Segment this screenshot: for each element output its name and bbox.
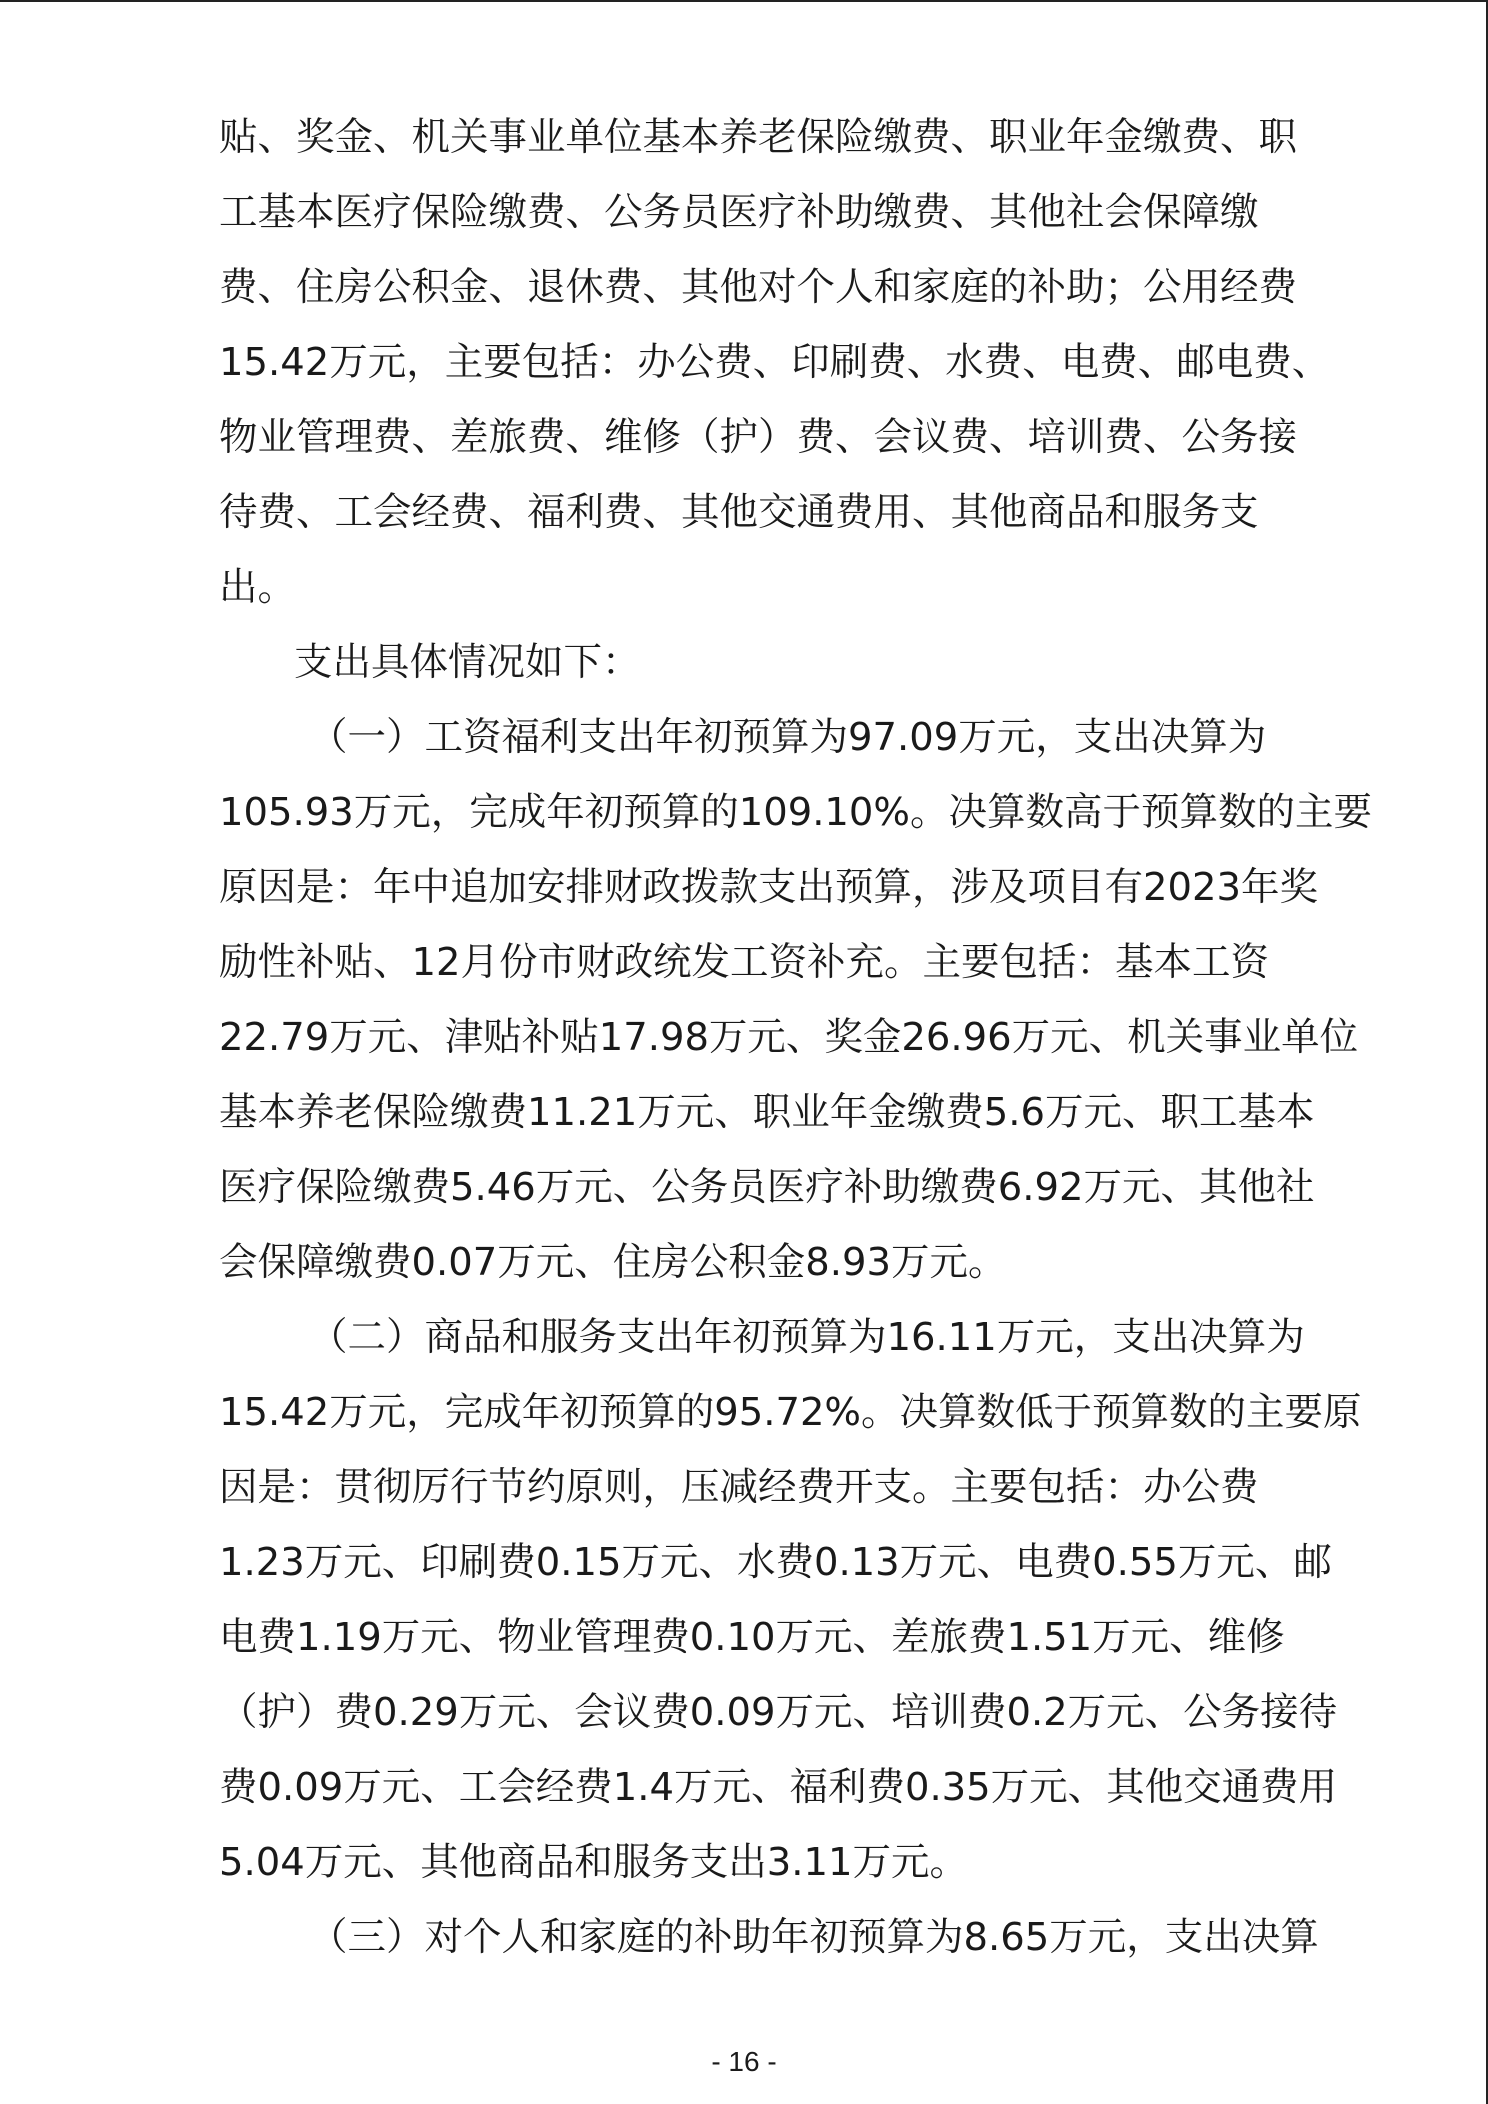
body-line: 因是：贯彻厉行节约原则，压减经费开支。主要包括：办公费	[219, 1465, 1259, 1510]
body-line: 1.23万元、印刷费0.15万元、水费0.13万元、电费0.55万元、邮	[219, 1540, 1332, 1585]
body-line: 贴、奖金、机关事业单位基本养老保险缴费、职业年金缴费、职	[219, 115, 1298, 160]
body-line: 原因是：年中追加安排财政拨款支出预算，涉及项目有2023年奖	[219, 865, 1318, 910]
body-line: 出。	[219, 565, 297, 610]
body-line: 电费1.19万元、物业管理费0.10万元、差旅费1.51万元、维修	[219, 1615, 1285, 1660]
section-heading-line: （一）工资福利支出年初预算为97.09万元，支出决算为	[309, 715, 1267, 760]
body-line: 会保障缴费0.07万元、住房公积金8.93万元。	[219, 1240, 1007, 1285]
section-intro-line: 支出具体情况如下：	[294, 640, 641, 685]
body-line: 22.79万元、津贴补贴17.98万元、奖金26.96万元、机关事业单位	[219, 1015, 1359, 1060]
body-line: 医疗保险缴费5.46万元、公务员医疗补助缴费6.92万元、其他社	[219, 1165, 1315, 1210]
body-line: 基本养老保险缴费11.21万元、职业年金缴费5.6万元、职工基本	[219, 1090, 1315, 1135]
body-line: （护）费0.29万元、会议费0.09万元、培训费0.2万元、公务接待	[219, 1690, 1338, 1735]
body-line: 5.04万元、其他商品和服务支出3.11万元。	[219, 1840, 968, 1885]
body-line: 工基本医疗保险缴费、公务员医疗补助缴费、其他社会保障缴	[219, 190, 1259, 235]
body-line: 物业管理费、差旅费、维修（护）费、会议费、培训费、公务接	[219, 415, 1298, 460]
page-number: - 16 -	[711, 2046, 777, 2077]
body-line: 待费、工会经费、福利费、其他交通费用、其他商品和服务支	[219, 490, 1259, 535]
page-top-border	[0, 0, 1488, 2]
section-heading-line: （三）对个人和家庭的补助年初预算为8.65万元，支出决算	[309, 1915, 1319, 1960]
section-heading-line: （二）商品和服务支出年初预算为16.11万元，支出决算为	[309, 1315, 1305, 1360]
body-line: 费、住房公积金、退休费、其他对个人和家庭的补助；公用经费	[219, 265, 1298, 310]
body-line: 费0.09万元、工会经费1.4万元、福利费0.35万元、其他交通费用	[219, 1765, 1338, 1810]
body-line: 励性补贴、12月份市财政统发工资补充。主要包括：基本工资	[219, 940, 1269, 985]
body-line: 15.42万元，主要包括：办公费、印刷费、水费、电费、邮电费、	[219, 340, 1331, 385]
body-line: 15.42万元，完成年初预算的95.72%。决算数低于预算数的主要原	[219, 1390, 1362, 1435]
body-line: 105.93万元，完成年初预算的109.10%。决算数高于预算数的主要	[219, 790, 1373, 835]
